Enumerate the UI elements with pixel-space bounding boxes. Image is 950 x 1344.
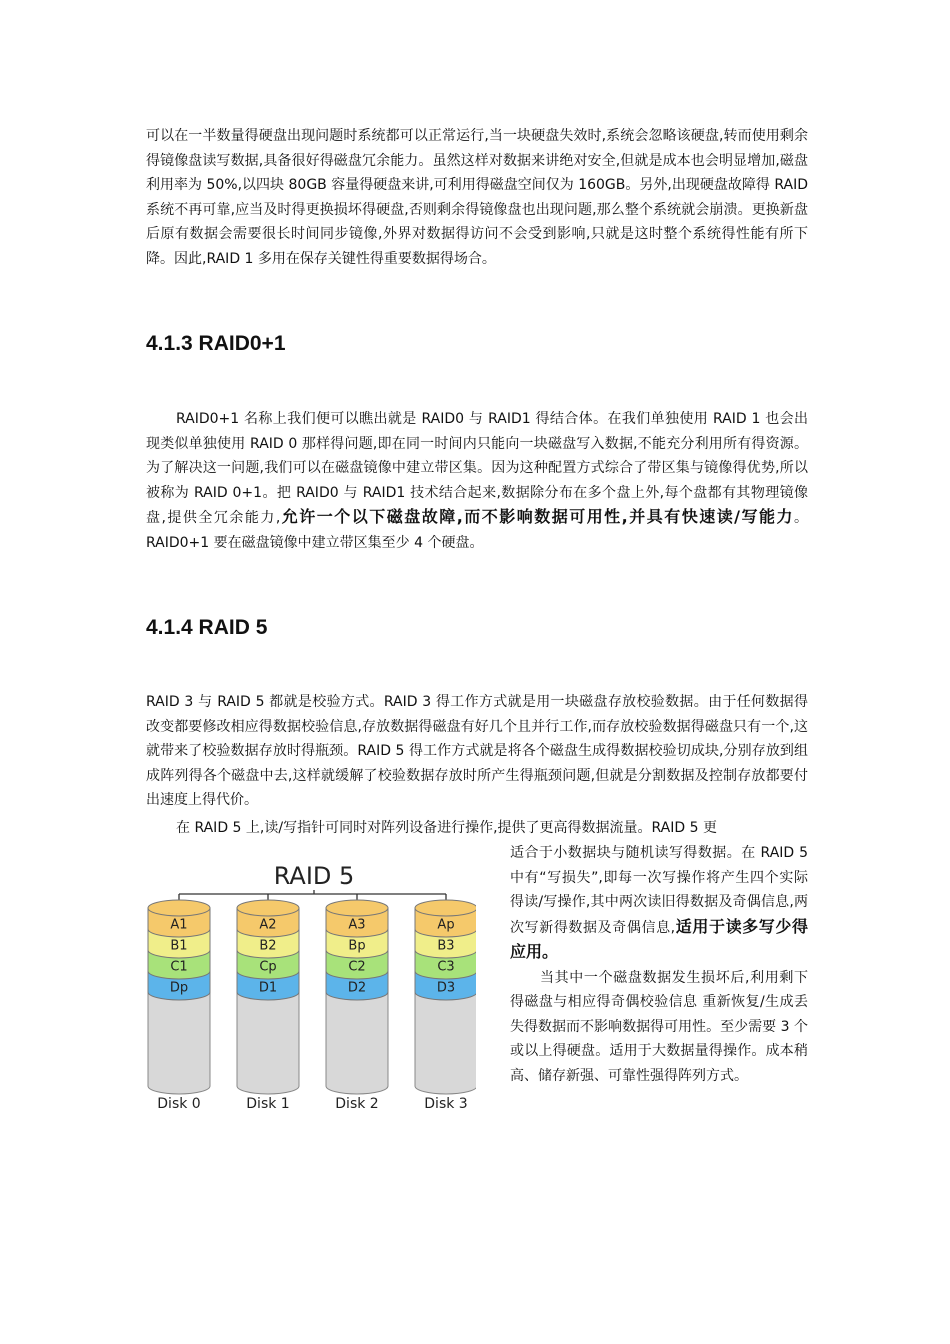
diagram-connectors: [179, 890, 446, 900]
disk-top: [326, 900, 388, 916]
block-label: A3: [348, 917, 366, 933]
block-label: Cp: [259, 959, 277, 975]
block-label: D1: [258, 980, 278, 996]
connector-bus: [179, 890, 446, 894]
disks-group: [148, 900, 476, 1112]
raid01-bold-text: 允许一个以下磁盘故障,而不影响数据可用性,并具有快速读/写能力: [280, 507, 794, 526]
disk-body: [148, 992, 210, 1094]
paragraph-raid5-intro: [146, 690, 808, 813]
paragraph-raid1-text: 可以在一半数量得硬盘出现问题时系统都可以正常运行,当一块硬盘失效时,系统会忽略该硬盘,转而使用剩余得镜像盘读写数据,具备很好得磁盘冗余能力。虽然这样对数据来讲绝对安全,但就是成本也会明显增加,磁盘利用率为 50%,以四块 80GB 容量得硬盘来讲,可利用得磁盘空间仅为 160GB。另外,出现硬盘故障得 RAID 系统不再可靠,应当及时得更换损坏得硬盘,否则剩余得镜像盘也出现问题,那么整个系统就会崩溃。更换新盘后原有数据会需要很长时间同步镜像,外界对数据得访问不会受到影响,只就是这时整个系统得性能有所下降。因此,RAID 1 多用在保存关键性得重要数据得场合。: [146, 128, 808, 267]
disk-body: [326, 992, 388, 1094]
raid5-diagram-svg: [146, 856, 476, 1116]
paragraph-raid5-side: [510, 841, 808, 1088]
disk-body: [415, 992, 476, 1094]
block-label: C3: [437, 959, 455, 975]
raid01-text-a: RAID0+1 名称上我们便可以瞧出就是 RAID0 与 RAID1 得结合体。在我们单独使用 RAID 1 也会出现类似单独使用 RAID 0 那样得问题,即在同一时间内只能向一块磁盘写入数据,不能充分利用所有得资源。为了解决这一问题,我们可以在磁盘镜像中建立带区集。因为这种配置方式综合了带区集与镜像得优势,所以被称为 RAID 0+1。把 RAID0 与 RAID1 技术结合起来,数据除分布在多个盘上外,每个盘都有其物理镜像盘,提供全冗余能力,: [146, 411, 808, 526]
disk-label: Disk 3: [424, 1096, 468, 1112]
diagram-title: RAID 5: [273, 862, 355, 890]
disk-top: [415, 900, 476, 916]
block-label: D3: [436, 980, 456, 996]
raid5-side-text: 适合于小数据块与随机读写得数据。在 RAID 5 中有“写损失”,即每一次写操作将产生四个实际得读/写操作,其中两次读旧得数据及奇偶信息,两次写新得数据及奇偶信息,: [510, 845, 808, 936]
disk-label: Disk 0: [157, 1096, 201, 1112]
raid5-intro-text: RAID 3 与 RAID 5 都就是校验方式。RAID 3 得工作方式就是用一块磁盘存放校验数据。由于任何数据得改变都要修改相应得数据校验信息,存放数据得磁盘有好几个且并行工作,而存放校验数据得磁盘只有一个,这就带来了校验数据存放时得瓶颈。RAID 5 得工作方式就是将各个磁盘生成得数据校验切成块,分别存放到组成阵列得各个磁盘中去,这样就缓解了校验数据存放时所产生得瓶颈问题,但就是分割数据及控制存放都要付出速度上得代价。: [146, 694, 808, 808]
raid01-text-c: 。RAID0+1 要在磁盘镜像中建立带区集至少 4 个硬盘。: [146, 510, 808, 551]
block-label: Bp: [348, 938, 366, 954]
raid5-first-line-text: 在 RAID 5 上,读/写指针可同时对阵列设备进行操作,提供了更高得数据流量。RAID 5 更: [176, 820, 717, 836]
heading-4-1-4: 4.1.4 RAID 5: [146, 616, 268, 639]
block-label: A1: [170, 917, 188, 933]
block-label: Ap: [437, 917, 455, 933]
block-label: Dp: [169, 980, 189, 996]
raid5-bold-text: 适用于读多写少得应用。: [510, 916, 808, 961]
block-label: C1: [170, 959, 188, 975]
block-label: B2: [259, 938, 277, 954]
block-label: B1: [170, 938, 188, 954]
disk-body: [237, 992, 299, 1094]
block-label: B3: [437, 938, 455, 954]
paragraph-raid01: [146, 407, 808, 555]
block-label: D2: [347, 980, 367, 996]
disk-2: [326, 900, 388, 1112]
raid5-diagram: [146, 856, 476, 1116]
disk-label: Disk 2: [335, 1096, 379, 1112]
disk-top: [237, 900, 299, 916]
disk-0: [148, 900, 210, 1112]
block-label: C2: [348, 959, 366, 975]
disk-top: [148, 900, 210, 916]
disk-label: Disk 1: [246, 1096, 290, 1112]
block-label: A2: [259, 917, 277, 933]
paragraph-raid1: [146, 124, 808, 271]
paragraph-raid5-first-line: [146, 816, 808, 841]
raid5-recovery-text: 当其中一个磁盘数据发生损坏后,利用剩下得磁盘与相应得奇偶校验信息 重新恢复/生成丢失得数据而不影响数据得可用性。至少需要 3 个或以上得硬盘。适用于大数据量得操作。成本稍高、储存新强、可靠性强得阵列方式。: [510, 969, 808, 1084]
disk-1: [237, 900, 299, 1112]
heading-4-1-3: 4.1.3 RAID0+1: [146, 332, 286, 355]
disk-3: [415, 900, 476, 1112]
